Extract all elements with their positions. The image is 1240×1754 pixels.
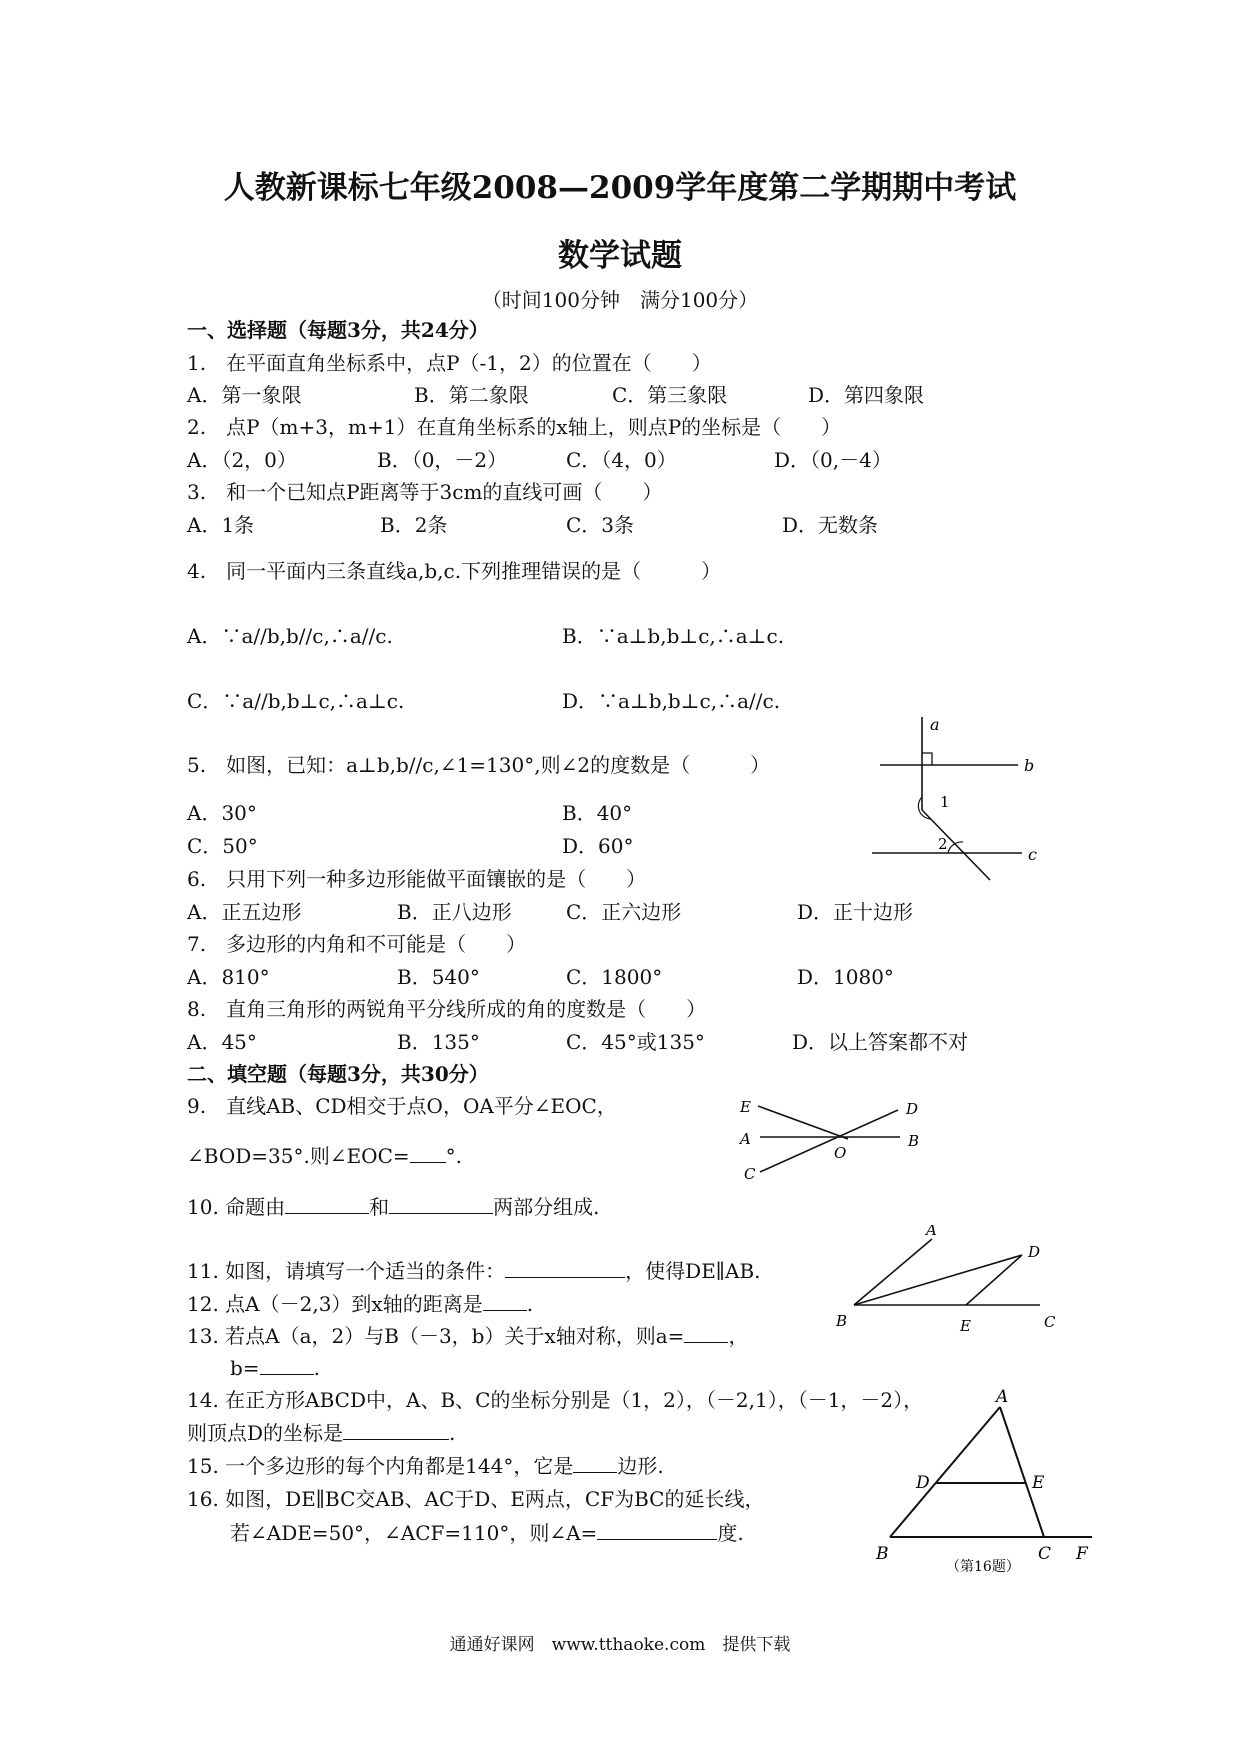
q14-text-b: 则顶点D的坐标是 [187,1421,344,1445]
q13-blank-b[interactable] [260,1354,314,1375]
q5-label-angle-2: 2 [938,835,948,853]
q12-text-b: . [526,1292,534,1316]
question-16: 16. 如图，DE∥BC交AB、AC于D、E两点，CF为BC的延长线， [187,1487,765,1511]
q13-text-c: b= [230,1356,260,1380]
q9-figure [730,1092,930,1182]
q16-caption: （第16题） [946,1559,1020,1575]
q8-option-c: C．45°或135° [566,1030,705,1054]
q2-option-b: B．（0，－2） [377,448,508,472]
q7-option-d: D．1080° [797,965,894,989]
q5-label-b: b [1024,756,1035,775]
q9-line-eo [758,1106,848,1139]
q1-option-c: C．第三象限 [612,383,728,407]
q2-option-d: D．（0,－4） [774,448,892,472]
question-9: 9. 直线AB、CD相交于点O，OA平分∠EOC， [187,1094,617,1118]
q2-option-a: A．（2，0） [187,448,297,472]
q15-text-a: 15. 一个多边形的每个内角都是144°，它是 [187,1454,574,1478]
q5-option-c: C．50° [187,834,258,858]
q11-label-e: E [960,1317,971,1335]
q16-line-ac [1000,1407,1044,1537]
q6-option-c: C．正六边形 [566,900,682,924]
question-2: 2. 点P（m+3，m+1）在直角坐标系的x轴上，则点P的坐标是（ ） [187,415,842,439]
question-1: 1. 在平面直角坐标系中，点P（-1，2）的位置在（ ） [187,351,712,375]
q13-text-a: 13. 若点A（a，2）与B（－3，b）关于x轴对称，则a= [187,1324,685,1348]
question-4: 4. 同一平面内三条直线a,b,c.下列推理错误的是（ ） [187,559,722,583]
q16-label-b: B [876,1544,889,1564]
q15-text-b: 边形. [617,1454,664,1478]
q16-label-f: F [1076,1544,1088,1564]
q5-option-a: A．30° [187,801,257,825]
q6-option-a: A．正五边形 [187,900,302,924]
q11-text-a: 11. 如图，请填写一个适当的条件： [187,1259,506,1283]
q11-figure [830,1225,1070,1335]
q14-answer-blank[interactable] [343,1419,449,1440]
q7-option-a: A．810° [187,965,270,989]
question-14: 14. 在正方形ABCD中，A、B、C的坐标分别是（1，2），（－2,1），（－1，－2）， [187,1388,924,1412]
q10-blank-1[interactable] [285,1193,369,1214]
question-16-line2 [230,1519,744,1546]
q5-right-angle-mark [922,753,932,765]
q9-line-cd [760,1110,898,1172]
q10-text-b: 和 [369,1195,390,1219]
q9-label-b: B [908,1132,920,1150]
q1-option-a: A．第一象限 [187,383,302,407]
q5-figure [860,715,1060,890]
q13-blank-a[interactable] [684,1322,728,1343]
exam-subtitle: 数学试题 [558,238,682,274]
q4-option-b: B．∵a⊥b,b⊥c,∴a⊥c. [562,624,785,648]
q13-text-d: . [313,1356,320,1380]
q12-text-a: 12. 点A（－2,3）到x轴的距离是 [187,1292,483,1316]
section-choice-heading: 一、选择题（每题3分，共24分） [187,318,489,342]
q9-label-a: A [740,1130,751,1148]
q16-label-d: D [916,1473,930,1493]
q7-option-b: B．540° [397,965,480,989]
q9-label-e: E [740,1098,751,1116]
q5-label-c: c [1028,845,1037,864]
q6-option-d: D．正十边形 [797,900,914,924]
q4-option-d: D．∵a⊥b,b⊥c,∴a//c. [562,689,781,713]
q16-label-e: E [1032,1473,1045,1493]
question-15 [187,1452,664,1479]
q11-label-c: C [1044,1313,1056,1331]
question-10 [187,1193,600,1220]
question-7: 7. 多边形的内角和不可能是（ ） [187,932,527,956]
q11-line-bd [854,1255,1022,1305]
q11-label-a: A [926,1225,937,1239]
q11-text-b: ，使得DE∥AB. [625,1259,761,1283]
q8-option-d: D．以上答案都不对 [792,1030,969,1054]
q8-option-b: B．135° [397,1030,480,1054]
q6-option-b: B．正八边形 [397,900,512,924]
q9-answer-blank[interactable] [410,1142,446,1163]
question-5: 5. 如图，已知：a⊥b,b//c,∠1=130°,则∠2的度数是（ ） [187,753,771,777]
q4-option-a: A．∵a//b,b//c,∴a//c. [187,624,393,648]
q16-text-b: 若∠ADE=50°，∠ACF=110°，则∠A= [230,1521,598,1545]
q16-text-c: 度. [717,1521,744,1545]
q9-label-o: O [834,1144,847,1162]
q16-line-ab [890,1407,1000,1537]
q4-option-c: C．∵a//b,b⊥c,∴a⊥c. [187,689,405,713]
question-14-line2 [187,1419,455,1446]
question-13 [187,1322,748,1349]
q5-transversal [922,810,990,880]
q1-option-d: D．第四象限 [808,383,925,407]
q3-option-d: D．无数条 [782,513,879,537]
q13-text-b: ， [728,1324,749,1348]
q10-blank-2[interactable] [389,1193,493,1214]
q10-text-a: 10. 命题由 [187,1195,286,1219]
q5-label-angle-1: 1 [940,793,950,811]
question-11 [187,1257,761,1284]
q5-option-d: D．60° [562,834,634,858]
q1-option-b: B．第二象限 [414,383,529,407]
q11-line-ba [854,1239,932,1305]
question-12 [187,1290,533,1317]
q5-option-b: B．40° [562,801,633,825]
q11-answer-blank[interactable] [505,1257,625,1278]
q16-answer-blank[interactable] [597,1519,717,1540]
q5-angle-1-arc [918,797,931,819]
q9-text-end: °. [445,1144,462,1168]
q10-text-c: 两部分组成. [493,1195,600,1219]
q3-option-b: B．2条 [380,513,448,537]
q5-label-a: a [930,715,940,734]
question-8: 8. 直角三角形的两锐角平分线所成的角的度数是（ ） [187,997,707,1021]
q9-label-d: D [906,1100,919,1118]
q3-option-c: C．3条 [566,513,635,537]
time-note: （时间100分钟 满分100分） [481,288,759,312]
q16-figure [860,1385,1100,1585]
q8-option-a: A．45° [187,1030,257,1054]
q11-label-d: D [1028,1243,1041,1261]
q3-option-a: A．1条 [187,513,255,537]
question-9-line2 [187,1142,462,1169]
question-3: 3. 和一个已知点P距离等于3cm的直线可画（ ） [187,480,663,504]
q9-label-c: C [744,1165,756,1182]
q14-text-c: . [449,1421,456,1445]
q7-option-c: C．1800° [566,965,663,989]
exam-title: 人教新课标七年级2008—2009学年度第二学期期中考试 [223,170,1017,206]
q16-label-c: C [1038,1544,1052,1564]
footer-source: 通通好课网 www.tthaoke.com 提供下载 [449,1635,791,1655]
section-fill-heading: 二、填空题（每题3分，共30分） [187,1062,489,1086]
q12-answer-blank[interactable] [483,1290,527,1311]
q2-option-c: C．（4，0） [566,448,677,472]
q16-label-a: A [996,1387,1009,1407]
question-6: 6. 只用下列一种多边形能做平面镶嵌的是（ ） [187,867,647,891]
question-13-line2 [230,1354,320,1381]
q11-label-b: B [836,1312,848,1330]
q15-answer-blank[interactable] [573,1452,617,1473]
q5-angle-2-arc [948,842,963,853]
q9-text: ∠BOD=35°.则∠EOC= [187,1144,410,1168]
